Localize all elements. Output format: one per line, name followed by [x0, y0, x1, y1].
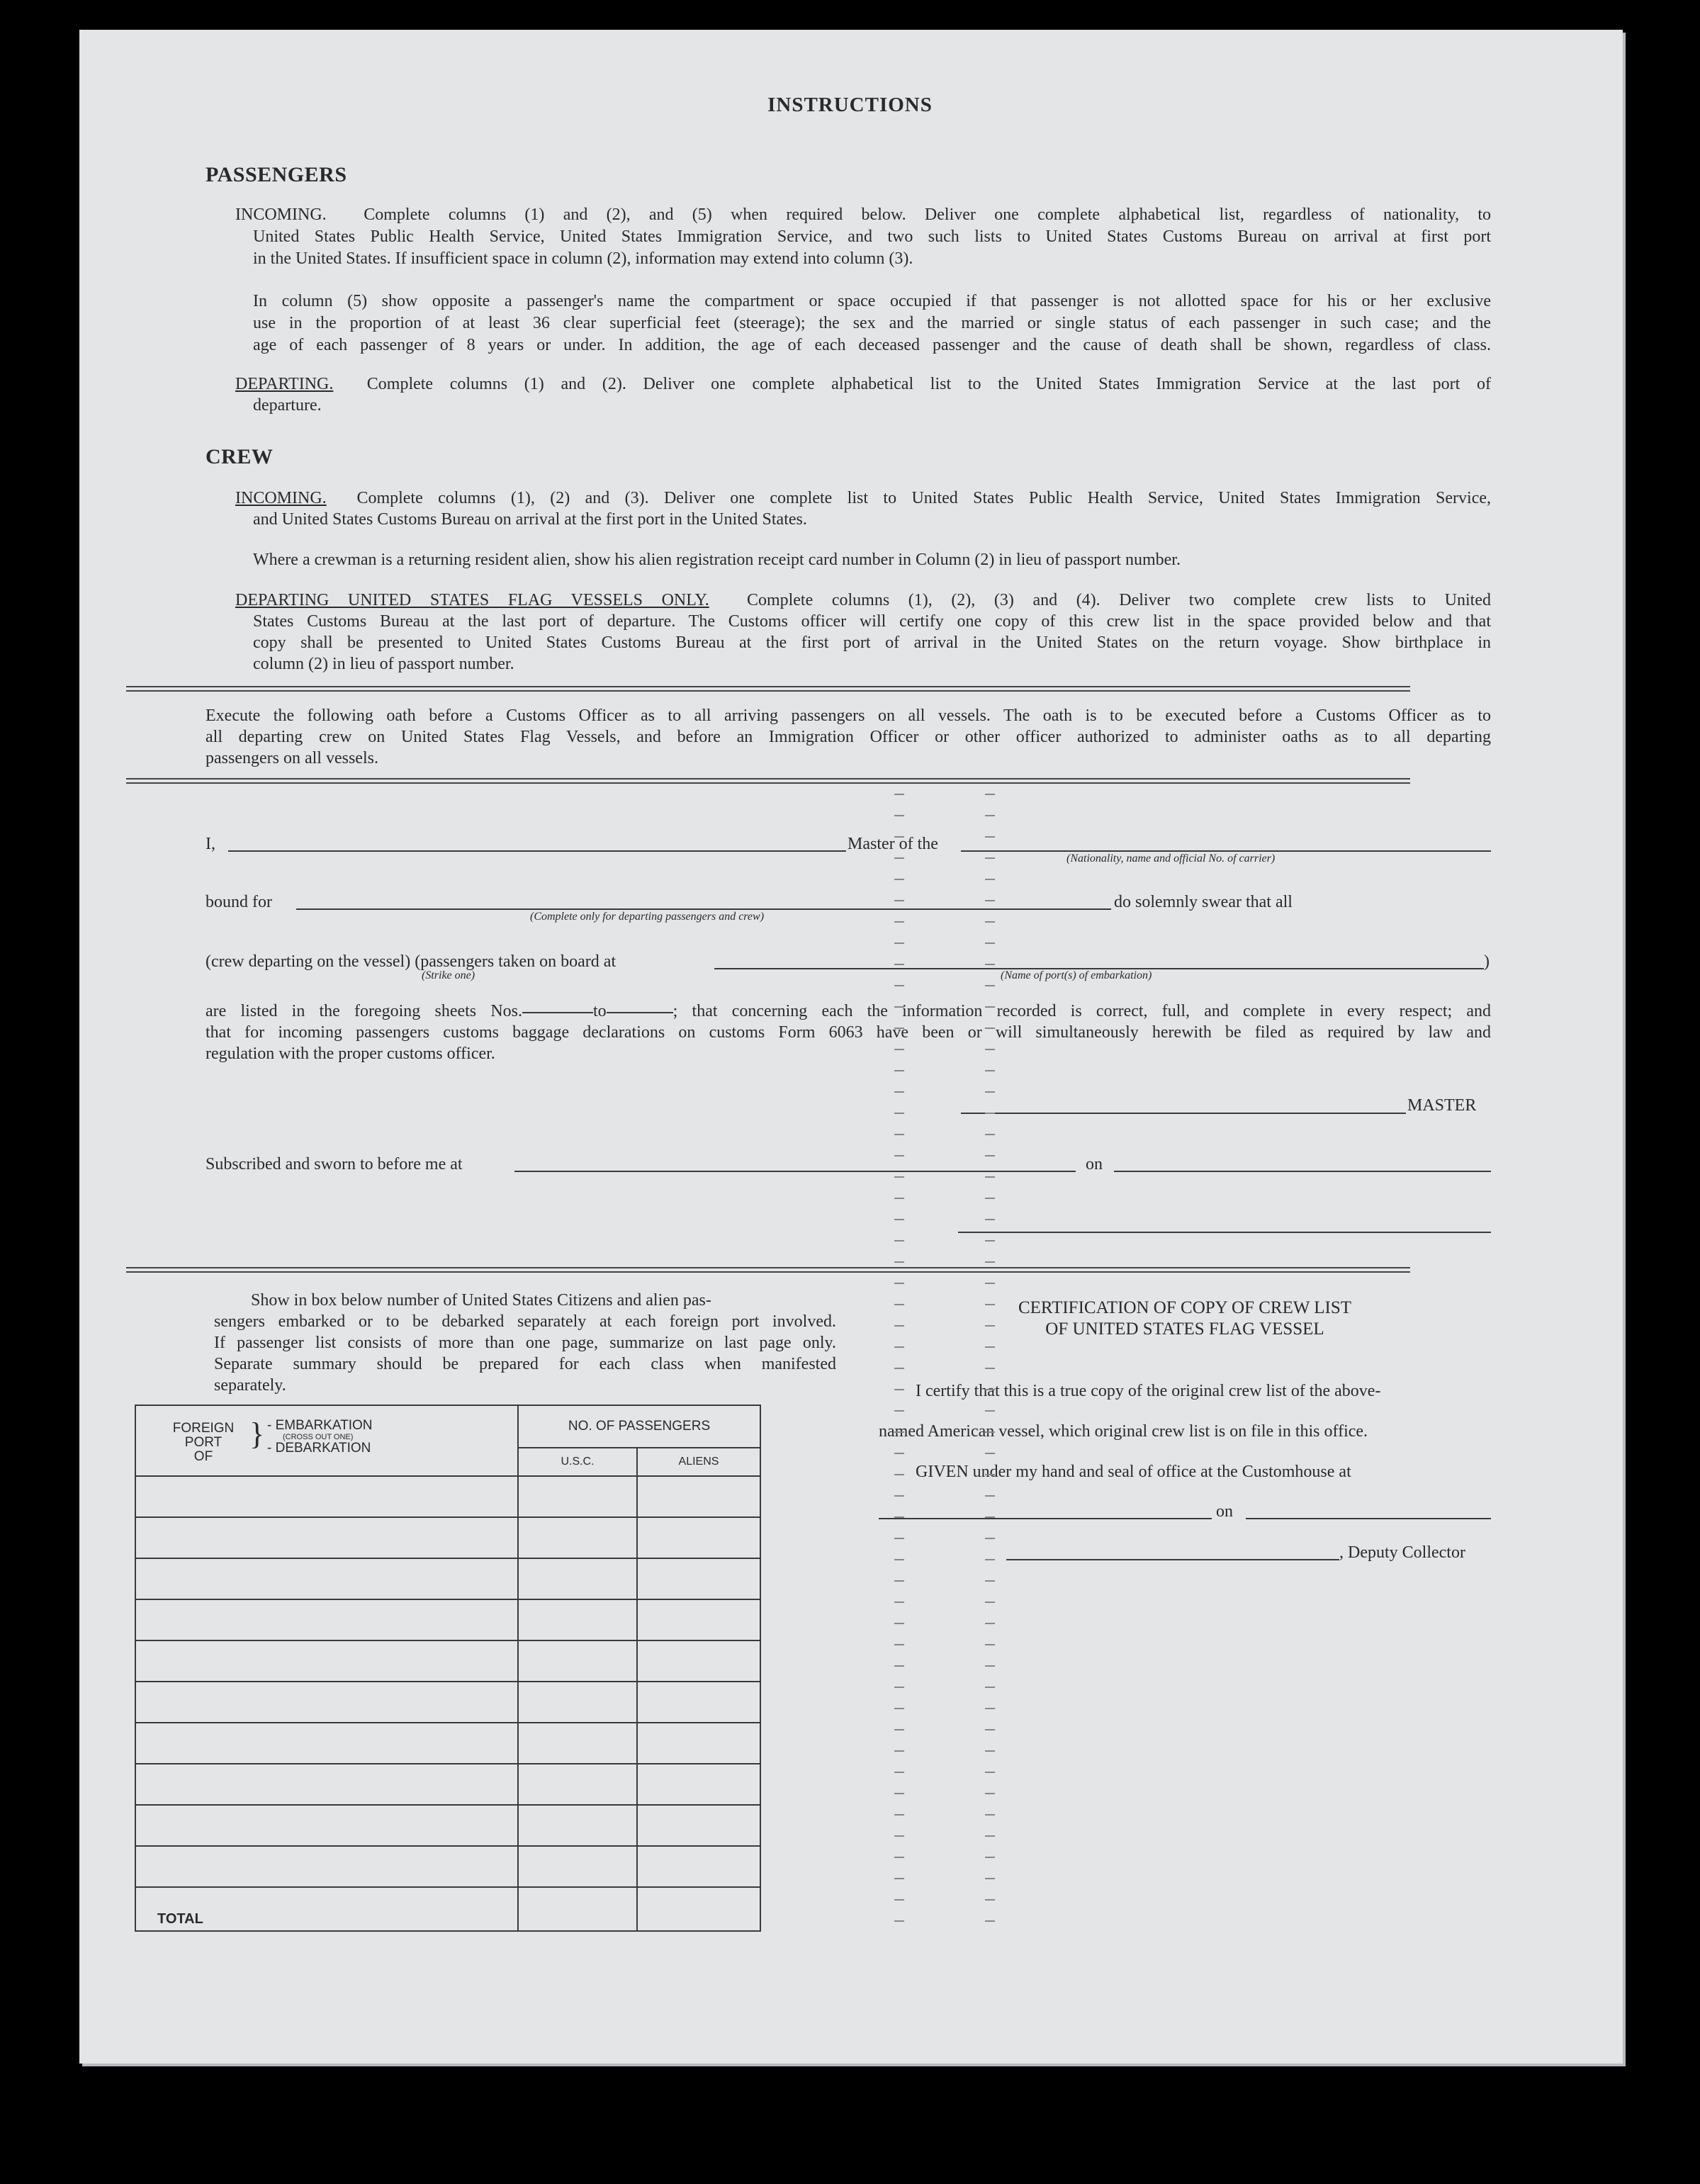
fold-dash	[985, 1623, 995, 1624]
fold-dash	[985, 1155, 995, 1156]
passengers-incoming-line-3: in the United States. If insufficient space in column (2), information may extend into column (3).	[253, 249, 913, 268]
cross-out-hint: (CROSS OUT ONE)	[283, 1433, 354, 1441]
fold-dash	[894, 1091, 904, 1093]
usc-cell[interactable]	[518, 1682, 637, 1723]
fold-dash	[985, 1240, 995, 1242]
passengers-heading: PASSENGERS	[206, 163, 347, 186]
aliens-cell[interactable]	[637, 1476, 760, 1517]
fold-dash	[894, 1835, 904, 1837]
table-row	[135, 1682, 760, 1723]
bound-for-label: bound for	[206, 893, 272, 911]
fold-dash	[985, 1538, 995, 1539]
usc-cell[interactable]	[518, 1517, 637, 1558]
sworn-place-field[interactable]	[514, 1171, 1076, 1172]
usc-total-cell[interactable]	[518, 1887, 637, 1931]
usc-cell[interactable]	[518, 1805, 637, 1846]
fold-dash	[985, 1814, 995, 1816]
crew-returning-resident: Where a crewman is a returning resident alien, show his alien registration receipt card number in Column (2) in lieu of passport number.	[253, 551, 1181, 569]
usc-cell[interactable]	[518, 1846, 637, 1887]
fold-dash	[985, 1495, 995, 1497]
aliens-total-cell[interactable]	[637, 1887, 760, 1931]
crew-departing-line-1	[235, 590, 1491, 612]
summary-instructions-line-2: sengers embarked or to be debarked separately at each foreign port involved.	[214, 1312, 836, 1331]
port-cell[interactable]	[135, 1846, 518, 1887]
crew-incoming-text-1: Complete columns (1), (2) and (3). Deliver one complete list to United States Public Health Service, United States Immigration Service,	[356, 489, 1491, 507]
fold-dash	[985, 900, 995, 901]
sworn-date-field[interactable]	[1114, 1171, 1491, 1172]
passengers-column5-line-2: use in the proportion of at least 36 clear superficial feet (steerage); the sex and the married or single status of each passenger in such case; and the	[253, 314, 1491, 332]
fold-dash	[985, 1070, 995, 1071]
fold-dash	[894, 985, 904, 986]
fold-dash	[894, 942, 904, 944]
brace-icon: }	[249, 1417, 265, 1451]
usc-cell[interactable]	[518, 1558, 637, 1599]
fold-dash	[985, 985, 995, 986]
certification-line-1: I certify that this is a true copy of the original crew list of the above-	[916, 1382, 1381, 1400]
fold-dash	[985, 1602, 995, 1603]
oath-instructions-line-3: passengers on all vessels.	[206, 749, 378, 767]
table-row	[135, 1805, 760, 1846]
fold-dash	[894, 900, 904, 901]
usc-header: U.S.C.	[518, 1448, 637, 1476]
certification-title-1: CERTIFICATION OF COPY OF CREW LIST	[1018, 1298, 1352, 1317]
passengers-incoming-text-1: Complete columns (1) and (2), and (5) when required below. Deliver one complete alphabetical list, regardless of nationality, to	[364, 206, 1492, 224]
crew-departing-line-4: column (2) in lieu of passport number.	[253, 655, 514, 673]
port-cell[interactable]	[135, 1682, 518, 1723]
port-cell[interactable]	[135, 1764, 518, 1805]
fold-dash	[894, 1431, 904, 1433]
aliens-cell[interactable]	[637, 1682, 760, 1723]
crew-incoming-line-2: and United States Customs Bureau on arrival at the first port in the United States.	[253, 510, 807, 529]
certification-title-2: OF UNITED STATES FLAG VESSEL	[1045, 1319, 1324, 1339]
fold-dash	[894, 1346, 904, 1348]
certification-date-field[interactable]	[1246, 1518, 1491, 1519]
fold-dash	[894, 1602, 904, 1603]
fold-dash	[985, 1835, 995, 1837]
fold-dash	[985, 1389, 995, 1390]
table-row	[135, 1723, 760, 1764]
foreign-label: FOREIGN	[172, 1421, 235, 1436]
fold-dash	[894, 815, 904, 816]
fold-dash	[894, 1304, 904, 1305]
fold-dash	[894, 1793, 904, 1794]
usc-cell[interactable]	[518, 1476, 637, 1517]
fold-dash	[985, 1176, 995, 1178]
fold-dash	[894, 921, 904, 923]
fold-dash	[985, 1304, 995, 1305]
table-row	[135, 1599, 760, 1640]
fold-dash	[985, 1261, 995, 1263]
fold-dash	[985, 836, 995, 838]
passenger-summary-table	[135, 1405, 761, 1932]
fold-dash	[985, 1346, 995, 1348]
bound-for-hint: (Complete only for departing passengers and crew)	[530, 911, 765, 923]
fold-dash	[894, 1198, 904, 1199]
summary-instructions-line-3: If passenger list consists of more than one page, summarize on last page only.	[214, 1334, 836, 1352]
fold-dash	[985, 1793, 995, 1794]
fold-dash	[894, 879, 904, 880]
passengers-incoming-line-2: United States Public Health Service, United States Immigration Service, and two such lists to United States Customs Bureau on arrival at first port	[253, 227, 1491, 246]
fold-dash	[985, 794, 995, 795]
port-cell[interactable]	[135, 1517, 518, 1558]
subscribed-label: Subscribed and sworn to before me at	[206, 1155, 463, 1173]
fold-dash	[894, 1899, 904, 1901]
passengers-departing-line-1	[235, 373, 1491, 395]
summary-instructions-line-5: separately.	[214, 1376, 286, 1395]
embarkation-hint: (Name of port(s) of embarkation)	[1001, 969, 1152, 981]
page-title: INSTRUCTIONS	[767, 94, 933, 116]
fold-dash	[985, 1580, 995, 1582]
master-of-the-label: Master of the	[848, 835, 938, 853]
listed-line-3: regulation with the proper customs officer.	[206, 1045, 495, 1063]
fold-dash	[894, 1708, 904, 1709]
fold-dash	[894, 1729, 904, 1730]
oath-instructions-line-1: Execute the following oath before a Customs Officer as to all arriving passengers on all vessels. The oath is to be executed before a Customs Officer as to	[206, 707, 1491, 725]
fold-dash	[894, 836, 904, 838]
aliens-cell[interactable]	[637, 1599, 760, 1640]
foreign-port-of	[164, 1422, 242, 1464]
embark-debark-options	[267, 1419, 373, 1456]
sworn-on-label: on	[1086, 1155, 1103, 1173]
fold-dash	[894, 1389, 904, 1390]
port-cell[interactable]	[135, 1805, 518, 1846]
fold-dash	[894, 1495, 904, 1497]
fold-dash	[985, 1368, 995, 1369]
divider-double	[126, 686, 1410, 692]
table-row	[135, 1846, 760, 1887]
fold-dash	[985, 1644, 995, 1645]
fold-dash	[894, 1049, 904, 1050]
aliens-cell[interactable]	[637, 1517, 760, 1558]
crew-departing-line-3: copy shall be presented to United States Customs Bureau at the first port of arrival in the United States on the return voyage. Show birthplace in	[253, 634, 1491, 652]
fold-dash	[894, 1261, 904, 1263]
crew-heading: CREW	[206, 445, 274, 468]
summary-instructions-line-4: Separate summary should be prepared for each class when manifested	[214, 1355, 836, 1373]
port-label: PORT	[184, 1435, 223, 1450]
swear-text: do solemnly swear that all	[1114, 893, 1293, 911]
aliens-cell[interactable]	[637, 1558, 760, 1599]
fold-dash	[985, 1559, 995, 1560]
no-of-passengers-header: NO. OF PASSENGERS	[518, 1405, 760, 1448]
oath-instructions-line-2: all departing crew on United States Flag Vessels, and before an Immigration Officer or other officer authorized to administer oaths as to all departing	[206, 728, 1491, 746]
fold-dash	[894, 1687, 904, 1688]
fold-dash	[985, 1091, 995, 1093]
fold-dash	[894, 1644, 904, 1645]
fold-dash	[985, 1920, 995, 1922]
fold-dash	[985, 1729, 995, 1730]
strike-one-hint: (Strike one)	[422, 969, 475, 981]
sheet-to-field[interactable]	[607, 1012, 673, 1013]
table-row	[135, 1476, 760, 1517]
table-row	[135, 1558, 760, 1599]
oath-i-label: I,	[206, 835, 215, 853]
fold-dash	[894, 1559, 904, 1560]
fold-dash	[985, 1134, 995, 1135]
fold-dash	[985, 1665, 995, 1667]
bound-for-field[interactable]	[296, 908, 1111, 910]
fold-dash	[894, 1920, 904, 1922]
fold-dash	[894, 1878, 904, 1879]
master-name-field[interactable]	[228, 850, 846, 852]
listed-line-2: that for incoming passengers customs baggage declarations on customs Form 6063 have been or will simultaneously herewith be filed as required by law and	[206, 1023, 1491, 1042]
fold-dash	[894, 1070, 904, 1071]
usc-cell[interactable]	[518, 1764, 637, 1805]
divider-double	[126, 778, 1410, 784]
fold-dash	[894, 1665, 904, 1667]
fold-dash	[985, 1028, 995, 1029]
crew-departing-line-2: States Customs Bureau at the last port of departure. The Customs officer will certify one copy of this crew list in the space provided below and that	[253, 612, 1491, 631]
crew-departing-text-1: Complete columns (1), (2), (3) and (4). Deliver two complete crew lists to United	[746, 591, 1491, 609]
fold-dash	[985, 1113, 995, 1114]
fold-dash	[894, 1176, 904, 1178]
fold-dash	[985, 857, 995, 859]
fold-dash	[985, 1687, 995, 1688]
fold-dash	[894, 1240, 904, 1242]
fold-dash	[985, 1474, 995, 1475]
fold-dash	[985, 1219, 995, 1220]
fold-dash	[985, 1708, 995, 1709]
summary-instructions-line-1: Show in box below number of United States Citizens and alien pas-	[251, 1291, 711, 1310]
aliens-cell[interactable]	[637, 1805, 760, 1846]
port-cell[interactable]	[135, 1723, 518, 1764]
usc-cell[interactable]	[518, 1640, 637, 1682]
fold-dash	[894, 1028, 904, 1029]
carrier-field[interactable]	[961, 850, 1491, 852]
fold-dash	[985, 1410, 995, 1412]
passengers-departing-line-2: departure.	[253, 396, 322, 415]
carrier-hint: (Nationality, name and official No. of carrier)	[1066, 852, 1276, 865]
aliens-cell[interactable]	[637, 1846, 760, 1887]
port-header	[135, 1405, 518, 1476]
fold-dash	[985, 1431, 995, 1433]
fold-dash	[894, 1474, 904, 1475]
table-row	[135, 1764, 760, 1805]
passengers-column5-line-3: age of each passenger of 8 years or under. In addition, the age of each deceased passenger and the cause of death shall be shown, regardless of class.	[253, 336, 1491, 354]
aliens-cell[interactable]	[637, 1640, 760, 1682]
passengers-departing-label: DEPARTING.	[235, 375, 334, 393]
port-cell[interactable]	[135, 1558, 518, 1599]
fold-dash	[985, 1006, 995, 1008]
fold-dash	[985, 1198, 995, 1199]
port-cell[interactable]	[135, 1476, 518, 1517]
total-label: TOTAL	[135, 1887, 518, 1931]
fold-dash	[894, 1750, 904, 1752]
certification-line-3: GIVEN under my hand and seal of office at the Customhouse at	[916, 1463, 1351, 1481]
fold-dash	[894, 1516, 904, 1518]
fold-dash	[985, 1516, 995, 1518]
master-signature-field[interactable]	[961, 1113, 1406, 1114]
fold-dash	[985, 1049, 995, 1050]
crew-departing-us-label: DEPARTING UNITED STATES FLAG VESSELS ONLY.	[235, 591, 709, 609]
crew-incoming-label: INCOMING.	[235, 489, 327, 507]
fold-dash	[985, 879, 995, 880]
fold-dash	[894, 1219, 904, 1220]
crew-departing-option: (crew departing on the vessel) (passengers taken on board at	[206, 952, 617, 971]
fold-dash	[894, 964, 904, 965]
fold-dash	[894, 1623, 904, 1624]
fold-dash	[894, 1134, 904, 1135]
fold-dash	[894, 1772, 904, 1773]
fold-dash	[894, 1368, 904, 1369]
table-row	[135, 1640, 760, 1682]
fold-dash	[894, 1580, 904, 1582]
fold-dash	[894, 1857, 904, 1858]
fold-dash	[985, 1857, 995, 1858]
fold-dash	[894, 1453, 904, 1454]
to-label: to	[593, 1002, 607, 1020]
passengers-column5-line-1: In column (5) show opposite a passenger's name the compartment or space occupied if that passenger is not allotted space for his or her exclusive	[253, 292, 1491, 310]
port-cell[interactable]	[135, 1640, 518, 1682]
fold-dash	[894, 1410, 904, 1412]
certification-line-2: named American vessel, which original crew list is on file in this office.	[879, 1422, 1368, 1441]
passengers-departing-text-1: Complete columns (1) and (2). Deliver one complete alphabetical list to the United States Immigration Service at the last port of	[366, 375, 1492, 393]
fold-dash	[894, 794, 904, 795]
passengers-incoming-line-1	[235, 204, 1491, 226]
deputy-collector-label: , Deputy Collector	[1339, 1543, 1465, 1562]
fold-dash	[985, 1283, 995, 1284]
fold-dash	[985, 1772, 995, 1773]
certification-on-label: on	[1216, 1502, 1233, 1521]
fold-dash	[985, 921, 995, 923]
fold-dash	[985, 1453, 995, 1454]
listed-line-1	[206, 1001, 1491, 1023]
fold-dash	[894, 1325, 904, 1327]
listed-rest-text: ; that concerning each the information recorded is correct, full, and complete in every respect; and	[672, 1002, 1491, 1020]
sheet-from-field[interactable]	[522, 1012, 593, 1013]
table-row	[135, 1517, 760, 1558]
fold-dash	[894, 1283, 904, 1284]
usc-cell[interactable]	[518, 1723, 637, 1764]
of-label: OF	[193, 1449, 213, 1464]
aliens-header: ALIENS	[637, 1448, 760, 1476]
fold-dash	[894, 1155, 904, 1156]
aliens-cell[interactable]	[637, 1723, 760, 1764]
usc-cell[interactable]	[518, 1599, 637, 1640]
aliens-cell[interactable]	[637, 1764, 760, 1805]
fold-dash	[894, 1814, 904, 1816]
fold-dash	[894, 1113, 904, 1114]
fold-dash	[894, 1006, 904, 1008]
fold-dash	[985, 815, 995, 816]
fold-dash	[985, 1878, 995, 1879]
fold-dash	[894, 1538, 904, 1539]
fold-dash	[985, 942, 995, 944]
listed-in-text: are listed in the foregoing sheets Nos.	[206, 1002, 522, 1020]
debarkation-label: - DEBARKATION	[267, 1441, 371, 1456]
port-cell[interactable]	[135, 1599, 518, 1640]
customhouse-field[interactable]	[879, 1518, 1212, 1519]
total-row	[135, 1887, 760, 1931]
crew-incoming-line-1	[235, 488, 1491, 510]
fold-dash	[985, 1325, 995, 1327]
fold-dash	[894, 857, 904, 859]
officer-signature-field[interactable]	[958, 1232, 1491, 1233]
divider-double	[126, 1267, 1410, 1273]
embarkation-label: - EMBARKATION	[267, 1418, 373, 1433]
close-paren: )	[1484, 952, 1490, 971]
fold-dash	[985, 1750, 995, 1752]
fold-dash	[985, 964, 995, 965]
master-label: MASTER	[1407, 1096, 1477, 1115]
deputy-collector-signature[interactable]	[1006, 1559, 1339, 1560]
fold-dash	[985, 1899, 995, 1901]
passengers-incoming-label: INCOMING.	[235, 206, 327, 224]
